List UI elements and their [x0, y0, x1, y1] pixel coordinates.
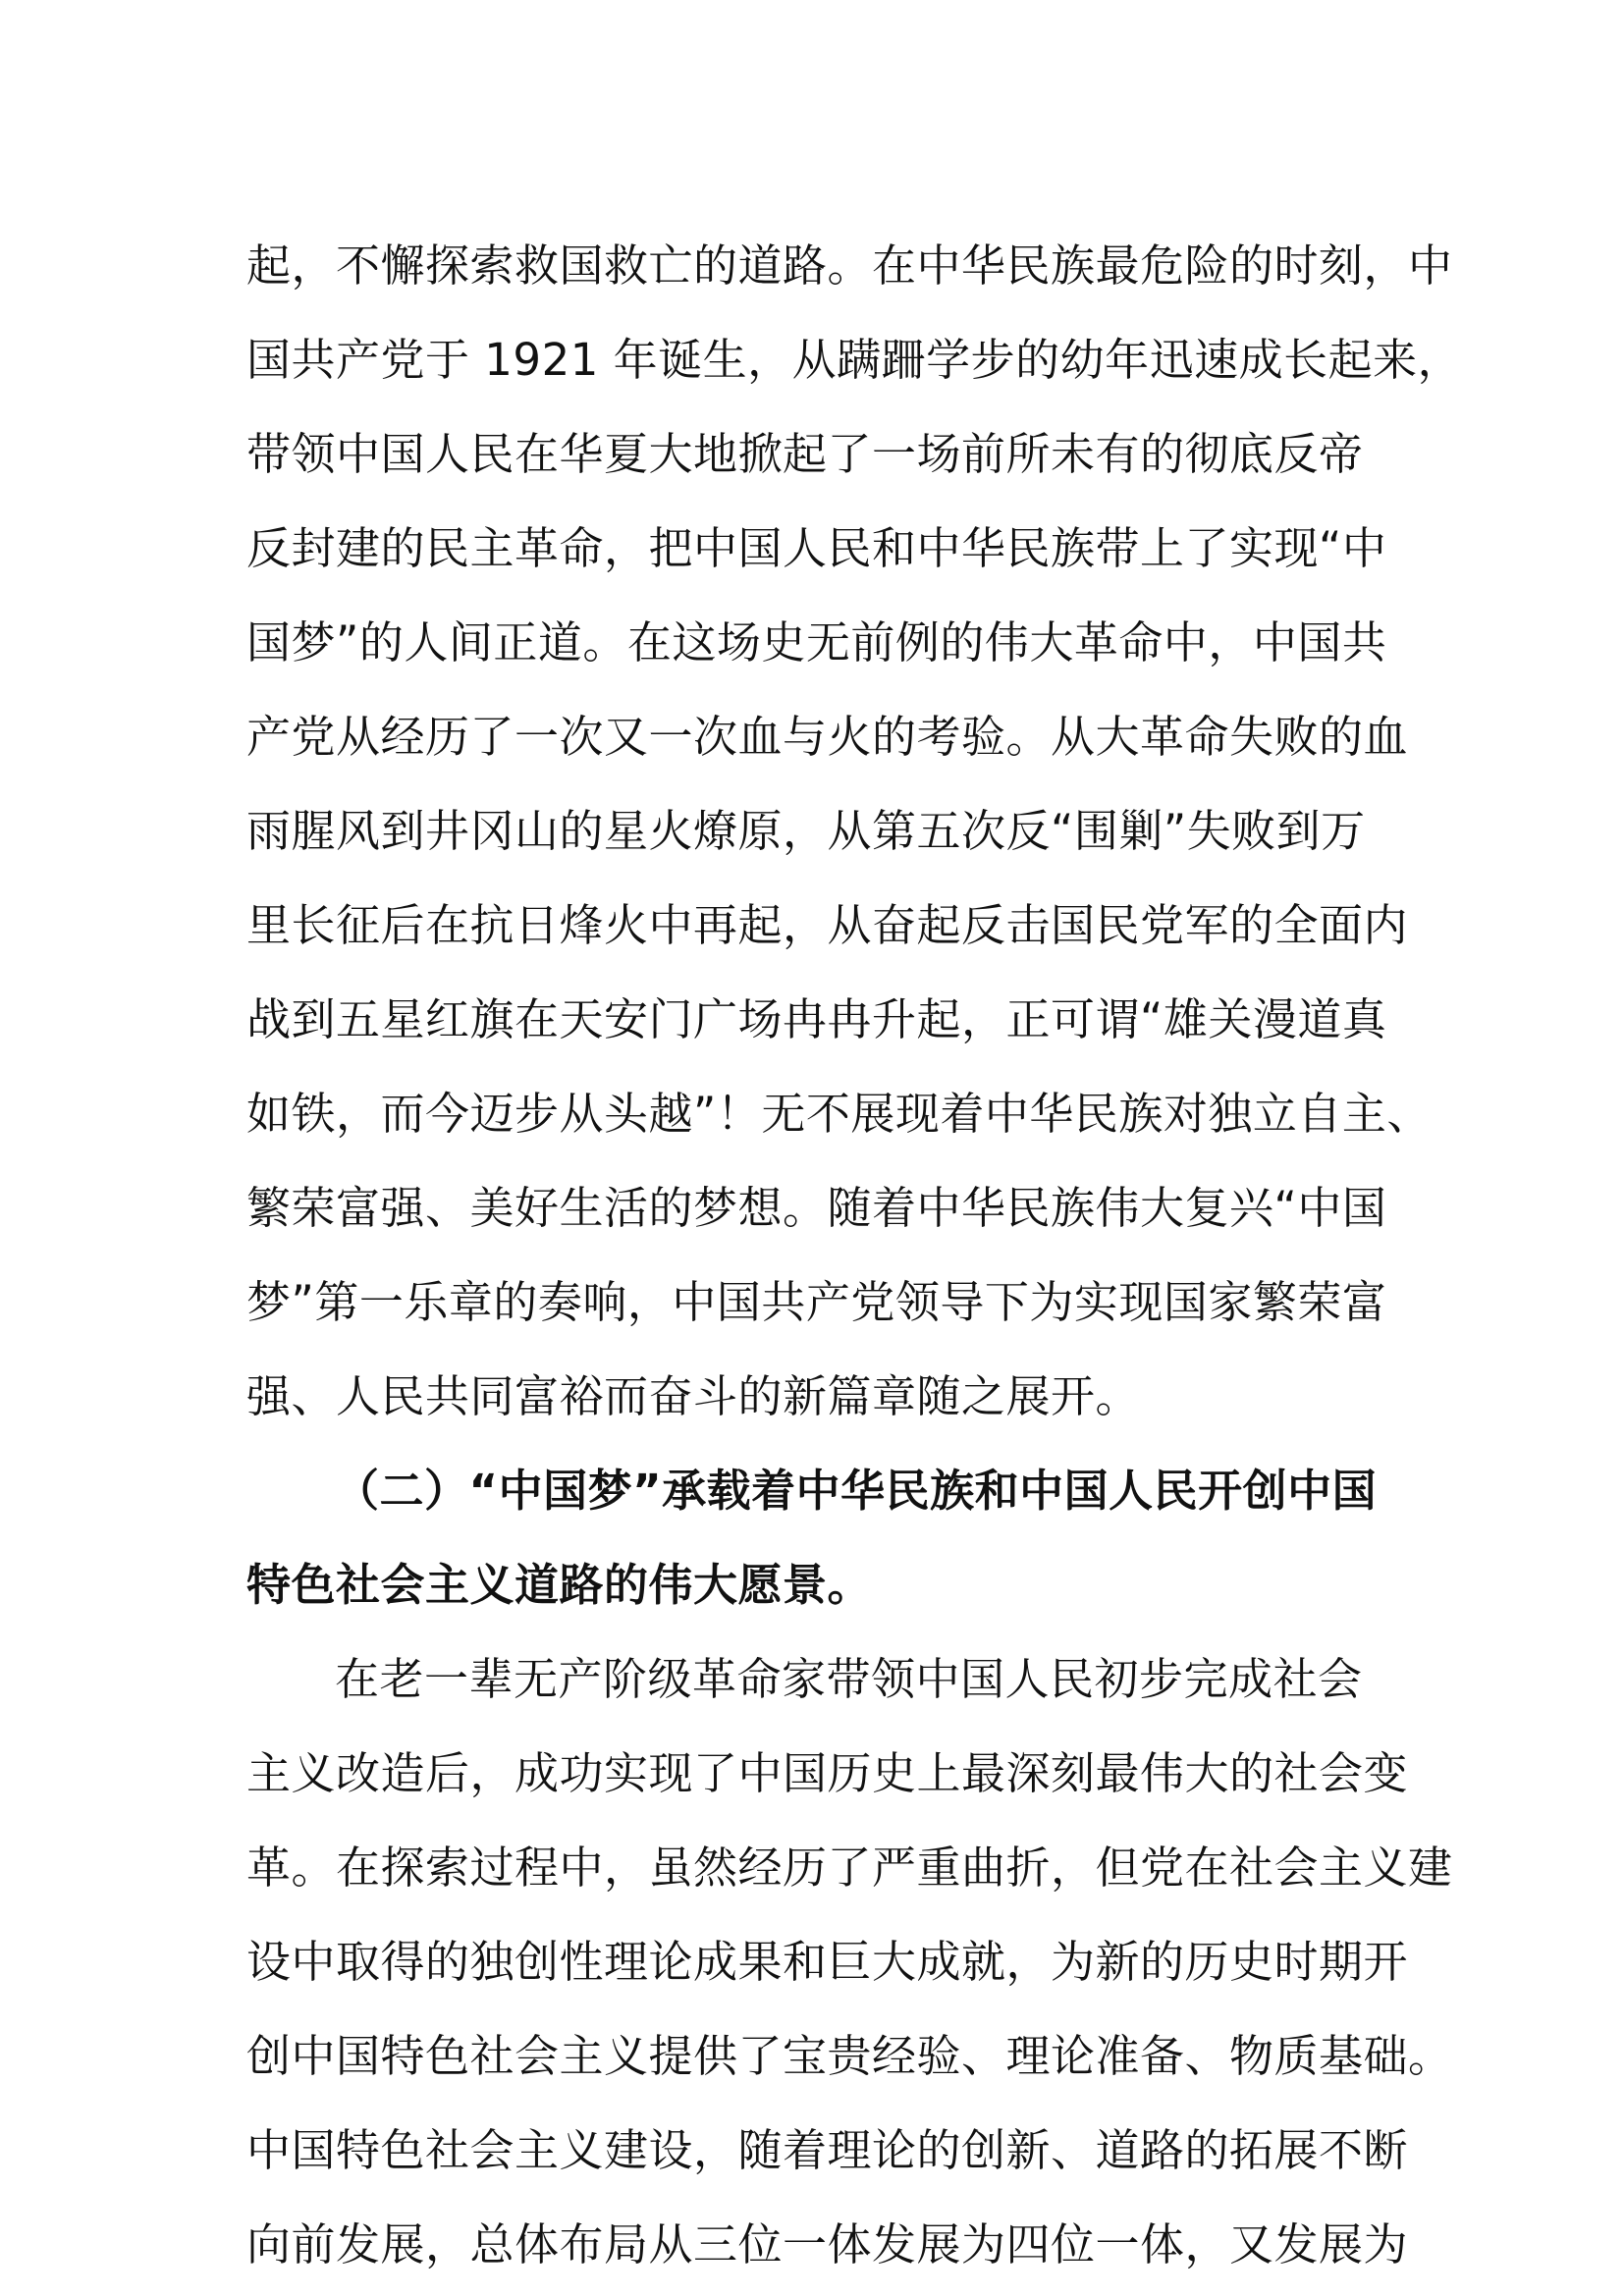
- text-line: 如铁，而今迈步从头越”！无不展现着中华民族对独立自主、: [246, 1088, 1432, 1140]
- text-line: 反封建的民主革命，把中国人民和中华民族带上了实现“中: [246, 522, 1387, 574]
- text-line: 中国特色社会主义建设，随着理论的创新、道路的拓展不断: [246, 2124, 1409, 2176]
- text-line: 梦”第一乐章的奏响，中国共产党领导下为实现国家繁荣富: [246, 1276, 1387, 1328]
- text-line: 带领中国人民在华夏大地掀起了一场前所未有的彻底反帝: [246, 428, 1364, 480]
- text-line: 里长征后在抗日烽火中再起，从奋起反击国民党军的全面内: [246, 899, 1409, 951]
- text-line: 主义改造后，成功实现了中国历史上最深刻最伟大的社会变: [246, 1747, 1409, 1799]
- text-line: 强、人民共同富裕而奋斗的新篇章随之展开。: [246, 1370, 1141, 1422]
- text-line: 在老一辈无产阶级革命家带领中国人民初步完成社会: [335, 1653, 1363, 1705]
- text-line: 国梦”的人间正道。在这场史无前例的伟大革命中，中国共: [246, 616, 1387, 668]
- text-line: 战到五星红旗在天安门广场冉冉升起，正可谓“雄关漫道真: [246, 993, 1387, 1045]
- text-line: 革。在探索过程中，虽然经历了严重曲折，但党在社会主义建: [246, 1842, 1453, 1894]
- text-line: 繁荣富强、美好生活的梦想。随着中华民族伟大复兴“中国: [246, 1182, 1387, 1234]
- section-heading-line: （二）“中国梦”承载着中华民族和中国人民开创中国: [335, 1465, 1378, 1517]
- section-heading-line: 特色社会主义道路的伟大愿景。: [246, 1559, 873, 1611]
- text-line: 向前发展，总体布局从三位一体发展为四位一体，又发展为: [246, 2218, 1409, 2270]
- text-line: 创中国特色社会主义提供了宝贵经验、理论准备、物质基础。: [246, 2030, 1453, 2082]
- text-line: 雨腥风到井冈山的星火燎原，从第五次反“围剿”失败到万: [246, 805, 1366, 857]
- text-line: 设中取得的独创性理论成果和巨大成就，为新的历史时期开: [246, 1936, 1409, 1988]
- document-body: [246, 219, 1463, 2292]
- text-line: 产党从经历了一次又一次血与火的考验。从大革命失败的血: [246, 711, 1409, 763]
- text-line: 起，不懈探索救国救亡的道路。在中华民族最危险的时刻，中: [246, 240, 1453, 292]
- text-line: 国共产党于 1921 年诞生，从蹒跚学步的幼年迅速成长起来，: [246, 334, 1463, 386]
